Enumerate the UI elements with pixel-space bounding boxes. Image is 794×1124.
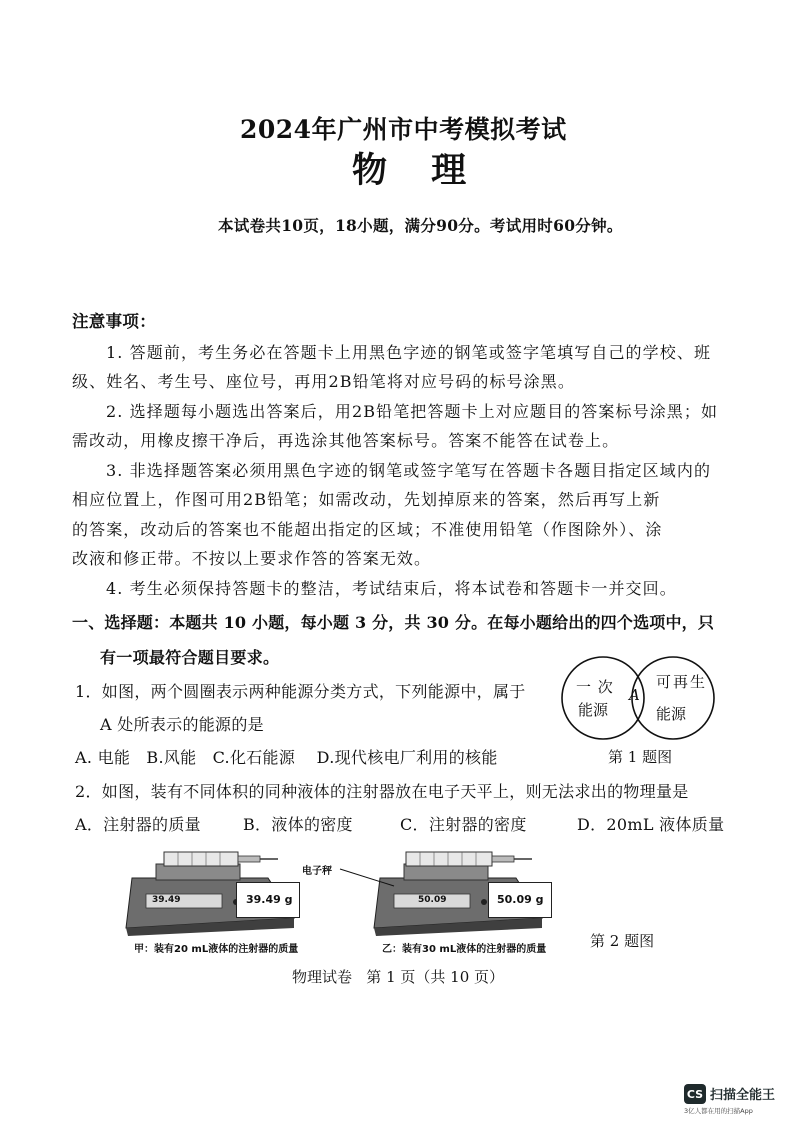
exam-title: 2024年广州市中考模拟考试 [240,115,567,144]
left-caption: 甲：装有20 mL液体的注射器的质量 [134,944,299,955]
camscanner-logo-icon: CS [684,1084,706,1104]
exam-info: 本试卷共10页，18小题，满分90分。考试用时60分钟。 [218,216,623,235]
notice-line: 1. 答题前，考生务必在答题卡上用黑色字迹的钢笔或签字笔填写自己的学校、班 [106,343,712,362]
section-heading-cont: 有一项最符合题目要求。 [100,648,280,667]
scale-label-pointer [338,866,398,890]
brand-name: 扫描全能王 [710,1088,776,1103]
notice-line: 改液和修正带。不按以上要求作答的答案无效。 [72,549,432,568]
venn-center-label: A [629,686,640,704]
question-2-option-b: B．液体的密度 [243,815,353,834]
page-footer: 物理试卷 第 1 页（共 10 页） [292,968,505,986]
question-1-stem-cont: A 处所表示的能源的是 [100,715,264,734]
left-small-readout: 39.49 [152,895,181,905]
brand-tagline: 3亿人都在用的扫描App [684,1107,753,1115]
notice-line: 相应位置上，作图可用2B铅笔；如需改动，先划掉原来的答案，然后再写上新 [72,490,661,509]
question-2-option-c: C．注射器的密度 [400,815,527,834]
notice-line: 的答案，改动后的答案也不能超出指定的区域；不准使用铅笔（作图除外）、涂 [72,520,663,539]
section-heading: 一、选择题：本题共 10 小题，每小题 3 分，共 30 分。在每小题给出的四个选项中，只 [72,613,715,632]
figure-1-caption: 第 1 题图 [608,748,673,766]
question-2-option-a: A．注射器的质量 [75,815,201,834]
notice-line: 需改动，用橡皮擦干净后，再选涂其他答案标号。答案不能答在试卷上。 [72,431,620,450]
figure-2-caption: 第 2 题图 [590,932,655,950]
notice-line: 2. 选择题每小题选出答案后，用2B铅笔把答题卡上对应题目的答案标号涂黑；如 [106,402,719,421]
venn-left-bottom: 能源 [578,701,609,719]
notice-line: 级、姓名、考生号、座位号，再用2B铅笔将对应号码的标号涂黑。 [72,372,575,391]
venn-right-top: 可再生 [656,673,708,691]
question-1-options: A. 电能 B.风能 C.化石能源 D.现代核电厂利用的核能 [75,748,498,767]
left-display-value: 39.49 g [246,893,293,906]
question-1-stem: 1．如图，两个圆圈表示两种能源分类方式，下列能源中，属于 [75,682,526,701]
question-2-option-d: D．20mL 液体质量 [577,815,725,834]
right-caption: 乙：装有30 mL液体的注射器的质量 [382,944,547,955]
question-2-stem: 2．如图，装有不同体积的同种液体的注射器放在电子天平上，则无法求出的物理量是 [75,782,689,801]
notice-heading: 注意事项： [72,312,156,331]
right-display-value: 50.09 g [497,893,544,906]
subject-title: 物 理 [352,150,469,191]
notice-line: 3. 非选择题答案必须用黑色字迹的钢笔或签字笔写在答题卡各题目指定区域内的 [106,461,712,480]
venn-right-bottom: 能源 [656,705,687,723]
notice-line: 4. 考生必须保持答题卡的整洁，考试结束后，将本试卷和答题卡一并交回。 [106,579,677,598]
scale-label: 电子秤 [302,866,332,877]
right-small-readout: 50.09 [418,895,447,905]
venn-left-top: 一 次 [576,678,614,696]
